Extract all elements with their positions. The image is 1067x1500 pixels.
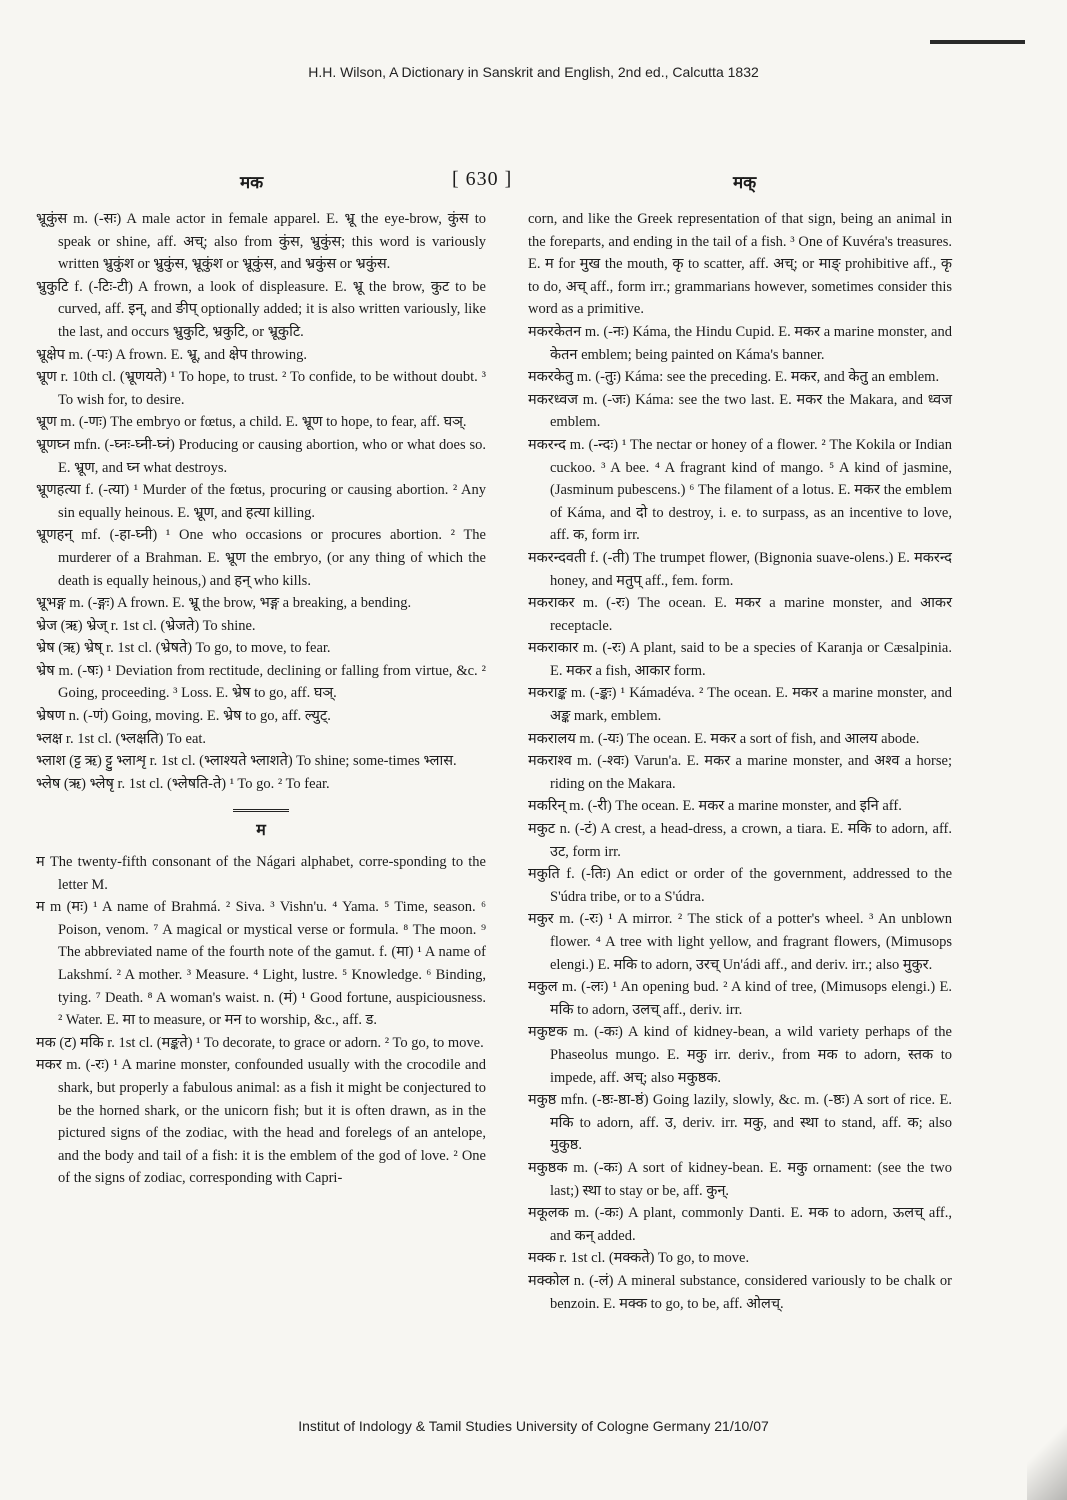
- footer-note: Institut of Indology & Tamil Studies University of Cologne Germany 21/10/07: [298, 1418, 769, 1434]
- dictionary-entry: मकरकेतन m. (-नः) Káma, the Hindu Cupid. E. मकर a marine monster, and केतन emblem; being painted on Káma's banner.: [528, 323, 952, 363]
- dictionary-entry: म m (मः) ¹ A name of Brahmá. ² Siva. ³ Vishn'u. ⁴ Yama. ⁵ Time, season. ⁶ Poison, venom. ⁷ A magical or mystical verse or formula. ⁸ The moon. ⁹ The abbreviated name of the fourth note of the gamut. f. (मा) ¹ A name of Lakshmí. ² A mother. ³ Measure. ⁴ Light, lustre. ⁵ Knowledge. ⁶ Binding, tying. ⁷ Death. ⁸ A woman's waist. n. (मं) ¹ Good fortune, auspiciousness. ² Water. E. मा to measure, or मन to worship, &c., aff. ड.: [36, 899, 486, 1029]
- dictionary-entry: मकुर m. (-रः) ¹ A mirror. ² The stick of a potter's wheel. ³ An unblown flower. ⁴ A tree with light yellow, and fragrant flowers, (Mimusops elengi.) E. मकि to adorn, उरच् Un'ádi aff., and deriv. irr.; also मुकुर.: [528, 911, 952, 973]
- running-head-left: मक: [240, 173, 264, 192]
- dictionary-entry: मकूलक m. (-कः) A plant, commonly Danti. E. मक to adorn, ऊलच् aff., and कन् added.: [528, 1205, 952, 1244]
- running-head-right: मक्: [733, 173, 757, 192]
- section-divider: [233, 809, 289, 814]
- dictionary-entry: भ्रेज (ऋ) भ्रेज् r. 1st cl. (भ्रेजते) To shine.: [36, 617, 256, 634]
- dictionary-entry: भ्लक्ष r. 1st cl. (भ्लक्षति) To eat.: [36, 730, 207, 747]
- dictionary-entry: मकरिन् m. (-री) The ocean. E. मकर a marine monster, and इनि aff.: [528, 798, 902, 815]
- dictionary-entry: भ्रेष m. (-षः) ¹ Deviation from rectitude, declining or falling from virtue, &c. ² Going, proceeding. ³ Loss. E. भ्रेष to go, aff. घञ्.: [36, 662, 486, 702]
- dictionary-entry: भ्लाश (ट्ट ऋ) ट्टु भ्लाशृ r. 1st cl. (भ्लाश्यते भ्लाशते) To shine; some-times भ्लास.: [36, 753, 457, 770]
- dictionary-entry: भ्रूण m. (-णः) The embryo or fœtus, a child. E. भ्रूण to hope, to fear, aff. घञ्.: [36, 414, 467, 431]
- left-column: [36, 208, 486, 1190]
- dictionary-entry: भ्रूणहत्या f. (-त्या) ¹ Murder of the fœtus, procuring or causing abortion. ² Any sin equally heinous. E. भ्रूण, and हत्या killing.: [36, 482, 486, 521]
- dictionary-entry: मकरकेतु m. (-तुः) Káma: see the preceding. E. मकर, and केतु an emblem.: [528, 369, 940, 386]
- dictionary-entry: मक्कोल n. (-लं) A mineral substance, considered variously to be chalk or benzoin. E. मक्क to go, to be, aff. ओलच्.: [528, 1272, 952, 1312]
- dictionary-entry: मकरन्द m. (-न्दः) ¹ The nectar or honey of a flower. ² The Kokila or Indian cuckoo. ³ A bee. ⁴ A fragrant kind of mango. ⁵ A kind of jasmine, (Jasminum pubescens.) ⁶ The filament of a lotus. E. मकर the emblem of Káma, and दो to destroy, i. e. to surpass, as an incentive to love, aff. क, form irr.: [528, 436, 952, 544]
- dictionary-entry: भ्रेषण n. (-णं) Going, moving. E. भ्रेष to go, aff. ल्युट्.: [36, 708, 331, 725]
- dictionary-entry: मकुल m. (-लः) ¹ An opening bud. ² A kind of tree, (Mimusops elengi.) E. मकि to adorn, उलच् aff., deriv. irr.: [528, 979, 952, 1018]
- right-entries: [528, 208, 952, 1315]
- dictionary-entry: भ्रूणघ्न mfn. (-घ्नः-घ्नी-घ्नं) Producing or causing abortion, who or what does so. E. भ्रूण, and घ्न what destroys.: [36, 436, 486, 476]
- dictionary-entry: भ्रुकुटि f. (-टिः-टी) A frown, a look of displeasure. E. भ्रू the brow, कुट to be curved, aff. इन्, and ङीप् optionally added; it is also written variously, like the last, and occurs भ्रुकुटि, भ्रकुटि, or भ्रूकुटि.: [36, 278, 486, 340]
- dictionary-entry: मक (ट) मकि r. 1st cl. (मङ्कते) ¹ To decorate, to grace or adorn. ² To go, to move.: [36, 1034, 484, 1051]
- dictionary-entry: मकराकर m. (-रः) The ocean. E. मकर a marine monster, and आकर receptacle.: [528, 595, 952, 634]
- dictionary-entry: मकुष्टक m. (-कः) A kind of kidney-bean, a wild variety perhaps of the Phaseolus mungo. E. मकु irr. deriv., from मक to adorn, स्तक to impede, aff. अच्; also मकुष्ठक.: [528, 1024, 952, 1086]
- dictionary-entry: मकुष्ठ mfn. (-ष्ठः-ष्ठा-ष्ठं) Going lazily, slowly, &c. m. (-ष्ठः) A sort of rice. E. मकि to adorn, aff. उ, deriv. irr. मकु, and स्था to stand, aff. क; also मुकुष्ठ.: [528, 1092, 952, 1154]
- dictionary-entry: भ्रूणहन् mf. (-हा-घ्नी) ¹ One who occasions or procures abortion. ² The murderer of a Brahman. E. भ्रूण the embryo, (or any thing of which the death is equally heinous,) and हन् who kills.: [36, 527, 486, 589]
- dictionary-entry: मकराकार m. (-रः) A plant, said to be a species of Karanja or Cæsalpinia. E. मकर a fish, आकार form.: [528, 640, 952, 679]
- scan-corner-shadow: [1027, 1410, 1067, 1500]
- dictionary-entry: corn, and like the Greek representation of that sign, being an animal in the foreparts, and ending in the tail of a fish. ³ One of Kuvéra's treasures. E. म for मुख the mouth, कृ to scatter, aff. अच्; or माङ् prohibitive aff., कृ to do, अच् aff., form irr.; grammarians however, sometimes consider this word as a primitive.: [528, 211, 952, 318]
- header-note: H.H. Wilson, A Dictionary in Sanskrit and English, 2nd ed., Calcutta 1832: [308, 64, 759, 80]
- dictionary-entry: मक्क r. 1st cl. (मक्कते) To go, to move.: [528, 1250, 750, 1267]
- dictionary-entry: भ्रूकुंस m. (-सः) A male actor in female apparel. E. भ्रू the eye-brow, कुंस to speak or shine, aff. अच्; also from कुंस, भ्रुकुंस; this word is variously written भ्रुकुंश or भ्रुकुंस, भ्रूकुंश or भ्रूकुंस, and भ्रकुंस or भ्रकुंस.: [36, 211, 486, 273]
- dictionary-entry: मकुति f. (-तिः) An edict or order of the government, addressed to the S'údra tribe, or to a S'údra.: [528, 866, 952, 905]
- left-entries: [36, 208, 486, 795]
- dictionary-entry: भ्लेष (ऋ) भ्लेषृ r. 1st cl. (भ्लेषति-ते) ¹ To go. ² To fear.: [36, 775, 330, 792]
- dictionary-entry: मकरन्दवती f. (-ती) The trumpet flower, (Bignonia suave-olens.) E. मकरन्द honey, and मतुप् aff., fem. form.: [528, 549, 952, 589]
- dictionary-entry: मकरालय m. (-यः) The ocean. E. मकर a sort of fish, and आलय abode.: [528, 730, 920, 747]
- dictionary-entry: मकुष्ठक m. (-कः) A sort of kidney-bean. E. मकु ornament: (see the two last;) स्था to stay or be, aff. कुन्.: [528, 1159, 952, 1199]
- dictionary-entry: भ्रूक्षेप m. (-पः) A frown. E. भ्रू, and क्षेप throwing.: [36, 346, 307, 363]
- dictionary-entry: मकराश्व m. (-श्वः) Varun'a. E. मकर a marine monster, and अश्व a horse; riding on the Makara.: [528, 753, 952, 792]
- page-number: [ 630 ]: [452, 168, 513, 190]
- left-entries-after: [36, 851, 486, 1190]
- dictionary-entry: मकराङ्क m. (-ङ्कः) ¹ Kámadéva. ² The ocean. E. मकर a marine monster, and अङ्क mark, emblem.: [528, 685, 952, 725]
- dictionary-entry: म The twenty-fifth consonant of the Nágari alphabet, corre-sponding to the letter M.: [36, 854, 486, 893]
- dictionary-entry: भ्रूभङ्ग m. (-ङ्गः) A frown. E. भ्रू the brow, भङ्ग a breaking, a bending.: [36, 595, 412, 612]
- section-letter: म: [256, 822, 266, 840]
- dictionary-entry: भ्रेष (ऋ) भ्रेष् r. 1st cl. (भ्रेषते) To go, to move, to fear.: [36, 640, 331, 657]
- scan-edge-mark: [930, 40, 1025, 44]
- dictionary-entry: मकरध्वज m. (-जः) Káma: see the two last. E. मकर the Makara, and ध्वज emblem.: [528, 391, 952, 431]
- dictionary-entry: मकर m. (-रः) ¹ A marine monster, confounded usually with the crocodile and shark, but properly a fabulous animal: as a fish it might be conjectured to be the horned shark, or the unicorn fish; but it is often drawn, as in the pictured signs of the zodiac, with the head and forelegs of an antelope, and the body and tail of a fish: it is the emblem of the god of love. ² One of the signs of zodiac, corresponding with Capri-: [36, 1057, 486, 1187]
- right-column: [528, 208, 952, 1315]
- dictionary-entry: मकुट n. (-टं) A crest, a head-dress, a crown, a tiara. E. मकि to adorn, aff. उट, form irr.: [528, 821, 952, 860]
- dictionary-entry: भ्रूण r. 10th cl. (भ्रूणयते) ¹ To hope, to trust. ² To confide, to be without doubt. ³ To wish for, to desire.: [36, 369, 486, 408]
